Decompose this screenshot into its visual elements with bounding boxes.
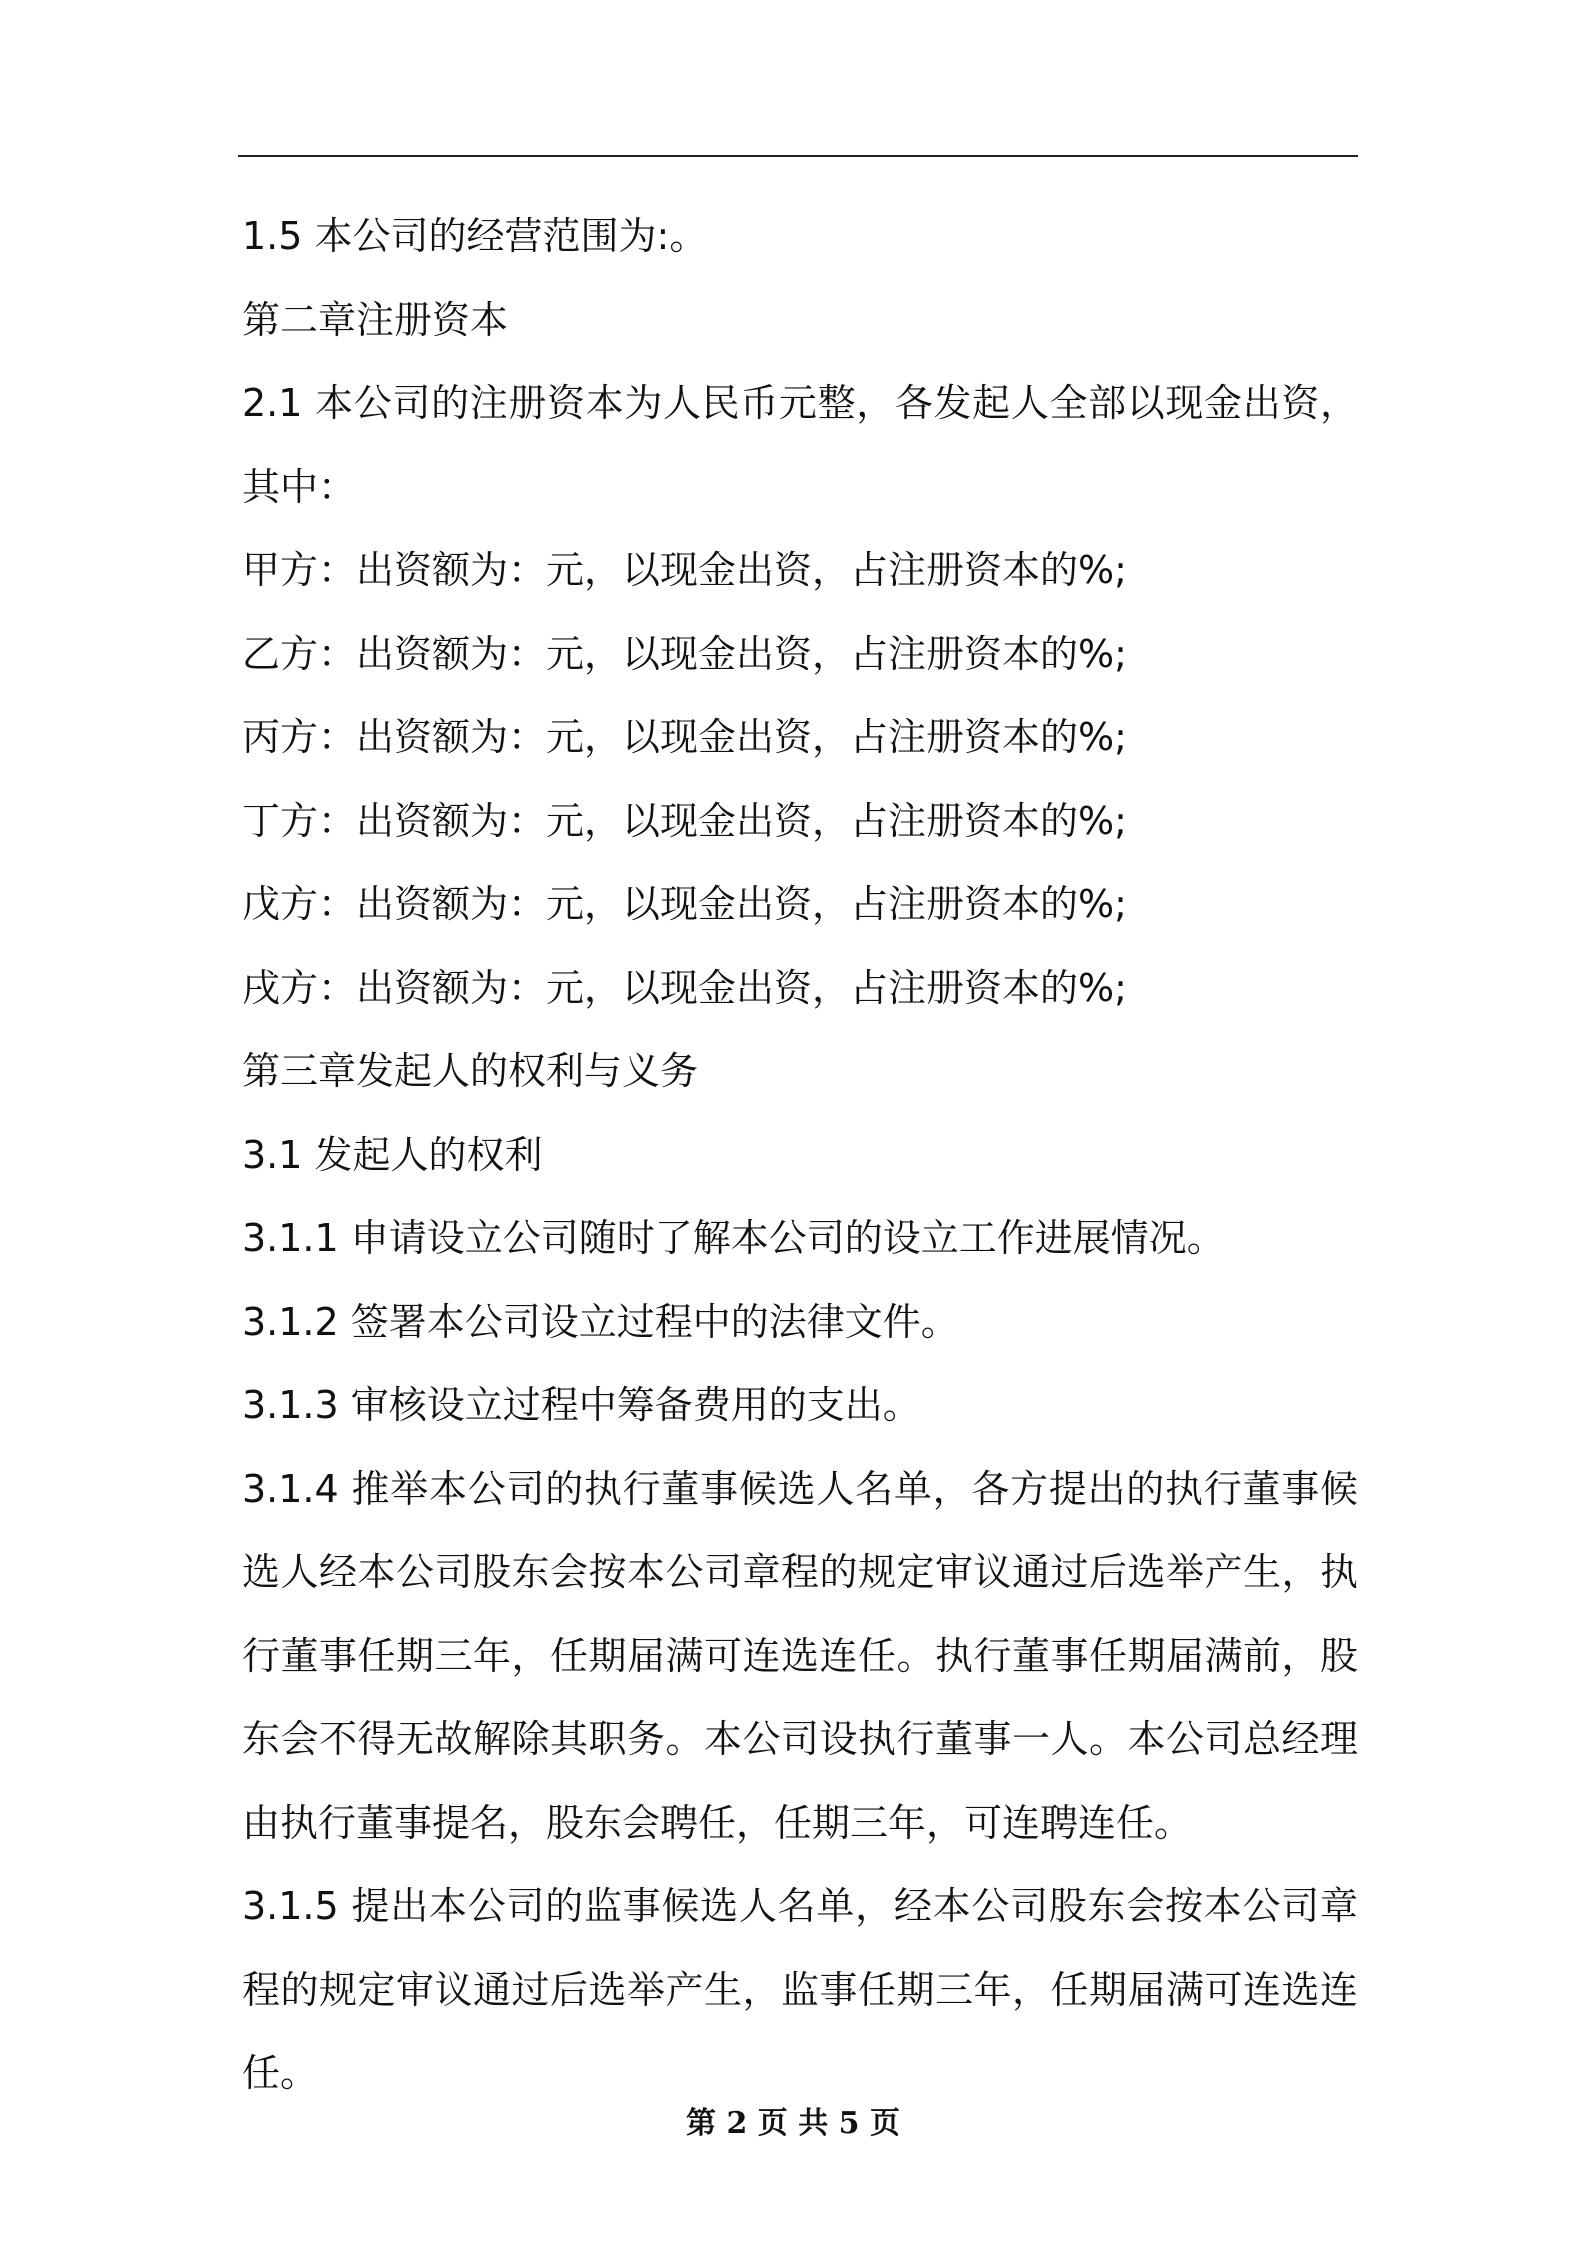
clause-3-1-2: 3.1.2 签署本公司设立过程中的法律文件。: [242, 1299, 959, 1344]
clause-3-1-5: 3.1.5 提出本公司的监事候选人名单，经本公司股东会按本公司章程的规定审议通过后选举产生，监事任期三年，任期届满可连选连任。: [242, 1884, 1358, 2095]
clause-3-1-1: 3.1.1 申请设立公司随时了解本公司的设立工作进展情况。: [242, 1216, 1225, 1260]
party-ding-contribution: 丁方：出资额为：元，以现金出资，占注册资本的%;: [242, 798, 1127, 843]
party-jia-contribution: 甲方：出资额为：元，以现金出资，占注册资本的%;: [242, 548, 1127, 592]
document-body: [242, 195, 1358, 2116]
page-number-footer: 第 2 页 共 5 页: [686, 2106, 900, 2141]
clause-1-5: 1.5 本公司的经营范围为:。: [242, 214, 708, 258]
header-rule: [238, 155, 1358, 157]
chapter-3-heading: 第三章发起人的权利与义务: [242, 1049, 699, 1093]
chapter-2-heading: 第二章注册资本: [242, 297, 509, 342]
party-xu-contribution: 戌方：出资额为：元，以现金出资，占注册资本的%;: [242, 965, 1127, 1010]
section-3-1-heading: 3.1 发起人的权利: [242, 1132, 543, 1177]
party-yi-contribution: 乙方：出资额为：元，以现金出资，占注册资本的%;: [242, 631, 1127, 676]
party-wu-contribution: 戊方：出资额为：元，以现金出资，占注册资本的%;: [242, 882, 1127, 926]
party-bing-contribution: 丙方：出资额为：元，以现金出资，占注册资本的%;: [242, 715, 1127, 759]
clause-2-1: 2.1 本公司的注册资本为人民币元整，各发起人全部以现金出资，其中：: [242, 381, 1358, 509]
clause-3-1-3: 3.1.3 审核设立过程中筹备费用的支出。: [242, 1383, 921, 1427]
clause-3-1-4: 3.1.4 推举本公司的执行董事候选人名单，各方提出的执行董事候选人经本公司股东会按本公司章程的规定审议通过后选举产生，执行董事任期三年，任期届满可连选连任。执行董事任期届满前，股东会不得无故解除其职务。本公司设执行董事一人。本公司总经理由执行董事提名，股东会聘任，任期三年，可连聘连任。: [242, 1466, 1358, 1845]
